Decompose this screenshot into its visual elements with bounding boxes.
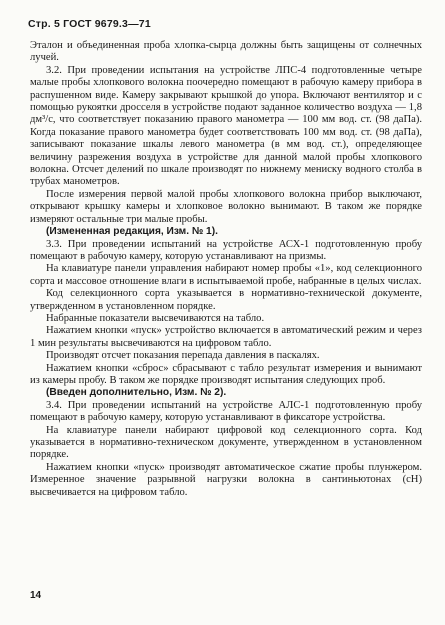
paragraph: Нажатием кнопки «пуск» производят автоматическое сжатие пробы плунжером. Измеренное значение разрывной нагрузки волокна в сантиньютонах (сН) высвечивается на цифровом табло. xyxy=(30,461,422,498)
paragraph-3-3: 3.3. При проведении испытаний на устройстве АСХ-1 подготовленную пробу помещают в рабочую камеру, которую устанавливают на призмы. xyxy=(30,238,422,262)
paragraph: Нажатием кнопки «сброс» сбрасывают с табло результат измерения и вынимают из камеры пробу. В таком же порядке производят испытания следующих проб. xyxy=(30,362,422,386)
paragraph: Нажатием кнопки «пуск» устройство включается в автоматический режим и через 1 мин результаты высвечиваются на цифровом табло. xyxy=(30,325,422,349)
page-number: 14 xyxy=(30,590,42,601)
paragraph: Эталон и объединенная проба хлопка-сырца должны быть защищены от солнечных лучей. xyxy=(30,40,422,64)
page-header: Стр. 5 ГОСТ 9679.3—71 xyxy=(28,18,151,30)
paragraph-3-4: 3.4. При проведении испытаний на устройстве АЛС-1 подготовленную пробу помещают в рабочую камеру, которую устанавливают в фиксаторе устройства. xyxy=(30,399,422,424)
paragraph: Код селекционного сорта указывается в нормативно-технической документе, утвержденном в установленном порядке. xyxy=(30,288,422,312)
paragraph-3-2: 3.2. При проведении испытания на устройстве ЛПС-4 подготовленные четыре малые пробы хлопкового волокна поочередно помещают в рабочую камеру прибора в распушенном виде. Камеру закрывают крышкой до упора. Включают вентилятор и с помощью рукоятки дросселя в устройстве подают заданное количество воздуха — 1,8 дм³/с, что соответствует показанию правого манометра — 100 мм вод. ст. (98 даПа). Когда показание правого манометра будет соответствовать 100 мм вод. ст. (98 даПа), записывают показание шкалы левого манометра (в мм вод. ст.), определяющее величину разрежения воздуха в устройстве для данной малой пробы хлопкового волокна. Отсчет делений по шкале производят по нижнему мениску водного столба в трубах манометров. xyxy=(30,64,422,188)
paragraph: Производят отсчет показания перепада давления в паскалях. xyxy=(46,350,320,362)
paragraph: Набранные показатели высвечиваются на табло. xyxy=(46,312,265,324)
document-body xyxy=(30,40,422,499)
paragraph: На клавиатуре панели набирают цифровой код селекционного сорта. Код указывается в нормативно-техническом документе, утвержденном в установленном порядке. xyxy=(30,424,422,461)
amendment-note: (Измененная редакция, Изм. № 1). xyxy=(46,226,218,238)
amendment-note: (Введен дополнительно, Изм. № 2). xyxy=(46,387,227,399)
paragraph: После измерения первой малой пробы хлопкового волокна прибор выключают, открывают крышку камеры и хлопковое волокно вынимают. В таком же порядке измеряют остальные три малые пробы. xyxy=(30,188,422,225)
paragraph: На клавиатуре панели управления набирают номер пробы «1», код селекционного сорта и массовое отношение влаги в испытываемой пробе, набранные в целых числах. xyxy=(30,263,422,287)
